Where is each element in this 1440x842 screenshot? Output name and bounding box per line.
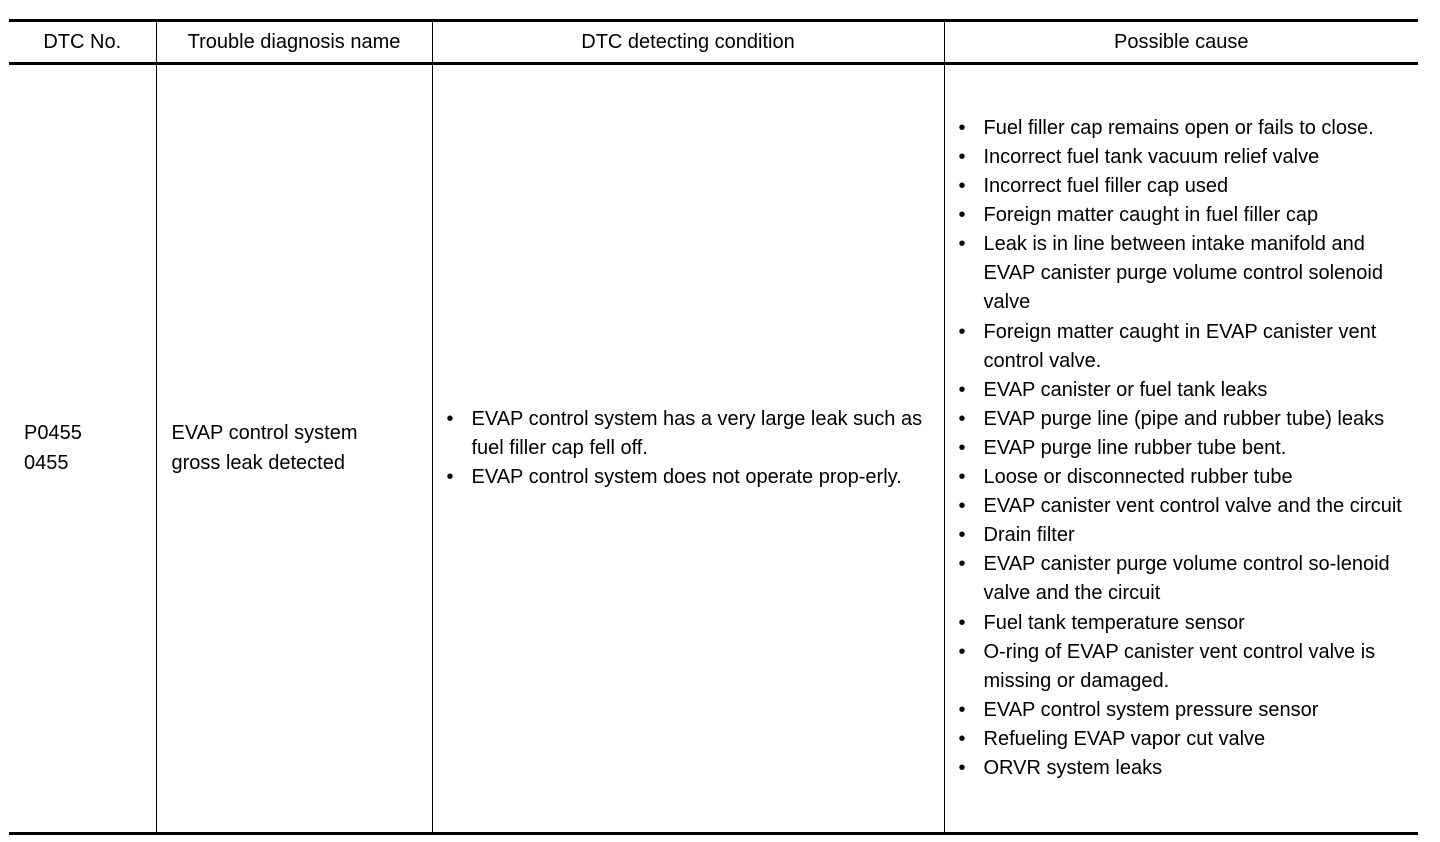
cause-item-text: EVAP purge line (pipe and rubber tube) leaks	[983, 407, 1385, 430]
header-row	[9, 21, 1418, 64]
header-dtc-no: DTC No.	[9, 21, 156, 64]
table-row	[9, 64, 1418, 834]
dtc-code-short: 0455	[24, 451, 69, 474]
bullet-icon: •	[958, 640, 966, 663]
cause-item-text: Leak is in line between intake manifold and EVAP canister purge volume control solenoid valve	[983, 233, 1383, 314]
cause-item	[945, 550, 1419, 608]
condition-item	[433, 405, 944, 463]
detecting-condition-cell	[432, 64, 944, 834]
bullet-icon: •	[958, 436, 966, 459]
bullet-icon: •	[958, 378, 966, 401]
cause-item-text: EVAP canister purge volume control so-lenoid valve and the circuit	[983, 553, 1390, 605]
condition-item-text: EVAP control system does not operate prop-erly.	[471, 466, 902, 489]
header-possible-cause: Possible cause	[944, 21, 1418, 64]
cause-item	[945, 434, 1419, 463]
cause-item-text: EVAP control system pressure sensor	[983, 698, 1319, 721]
cause-item	[945, 172, 1419, 201]
cause-item-text: Drain filter	[983, 524, 1075, 547]
dtc-table	[9, 19, 1418, 835]
cause-item	[945, 521, 1419, 550]
cause-item	[945, 725, 1419, 754]
diagnosis-name-line: gross leak detected	[171, 451, 345, 474]
cause-item-text: Foreign matter caught in fuel filler cap	[983, 204, 1319, 227]
bullet-icon: •	[958, 756, 966, 779]
bullet-icon: •	[958, 407, 966, 430]
possible-cause-cell	[944, 64, 1418, 834]
cause-item	[945, 638, 1419, 696]
diagnosis-name-cell	[156, 64, 432, 834]
bullet-icon: •	[958, 553, 966, 576]
bullet-icon: •	[958, 233, 966, 256]
condition-item-text: EVAP control system has a very large leak such as fuel filler cap fell off.	[471, 407, 923, 459]
cause-item-text: O-ring of EVAP canister vent control valve is missing or damaged.	[983, 640, 1376, 692]
bullet-icon: •	[446, 466, 454, 489]
cause-item-text: EVAP canister vent control valve and the circuit	[983, 495, 1402, 518]
cause-item-text: Incorrect fuel tank vacuum relief valve	[983, 146, 1320, 169]
cause-item-text: EVAP canister or fuel tank leaks	[983, 378, 1268, 401]
cause-item-text: Refueling EVAP vapor cut valve	[983, 727, 1266, 750]
bullet-icon: •	[958, 495, 966, 518]
cause-item-text: Fuel tank temperature sensor	[983, 611, 1245, 634]
cause-item	[945, 754, 1419, 783]
bullet-icon: •	[958, 524, 966, 547]
dtc-code: P0455	[24, 422, 82, 445]
bullet-icon: •	[958, 611, 966, 634]
condition-list	[433, 405, 944, 492]
bullet-icon: •	[958, 204, 966, 227]
cause-item	[945, 696, 1419, 725]
cause-item	[945, 201, 1419, 230]
bullet-icon: •	[958, 146, 966, 169]
cause-item	[945, 318, 1419, 376]
cause-list	[945, 114, 1419, 783]
cause-item	[945, 492, 1419, 521]
bullet-icon: •	[958, 698, 966, 721]
bullet-icon: •	[958, 175, 966, 198]
header-trouble-diagnosis-name: Trouble diagnosis name	[156, 21, 432, 64]
cause-item	[945, 143, 1419, 172]
header-dtc-detecting-condition: DTC detecting condition	[432, 21, 944, 64]
cause-item-text: Loose or disconnected rubber tube	[983, 466, 1293, 489]
cause-item-text: ORVR system leaks	[983, 756, 1163, 779]
cause-item	[945, 230, 1419, 317]
cause-item	[945, 114, 1419, 143]
cause-item	[945, 405, 1419, 434]
bullet-icon: •	[958, 466, 966, 489]
diagnosis-name-line: EVAP control system	[171, 422, 358, 445]
cause-item	[945, 609, 1419, 638]
bullet-icon: •	[958, 320, 966, 343]
cause-item	[945, 463, 1419, 492]
cause-item-text: Foreign matter caught in EVAP canister vent control valve.	[983, 320, 1377, 372]
condition-item	[433, 463, 944, 492]
dtc-number-cell	[9, 64, 156, 834]
cause-item-text: EVAP purge line rubber tube bent.	[983, 436, 1287, 459]
cause-item-text: Incorrect fuel filler cap used	[983, 175, 1229, 198]
cause-item-text: Fuel filler cap remains open or fails to close.	[983, 116, 1374, 139]
cause-item	[945, 376, 1419, 405]
bullet-icon: •	[958, 727, 966, 750]
bullet-icon: •	[446, 407, 454, 430]
bullet-icon: •	[958, 116, 966, 139]
